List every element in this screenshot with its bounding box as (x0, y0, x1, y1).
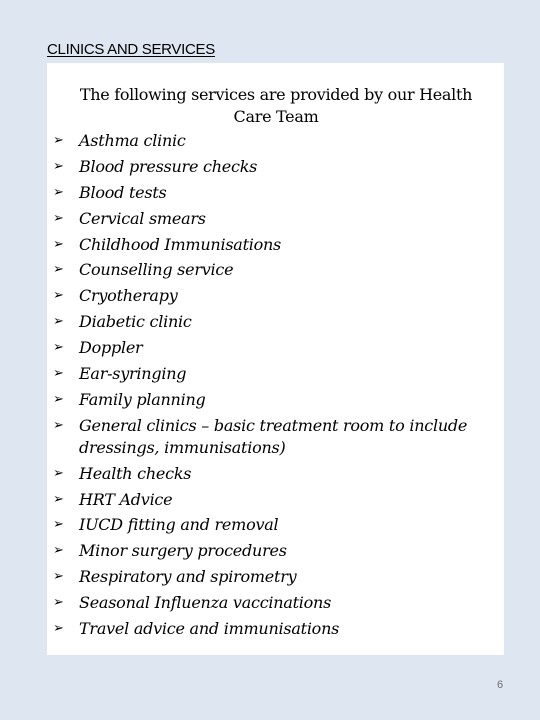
service-label: Cryotherapy (79, 286, 178, 306)
section-heading: CLINICS AND SERVICES (47, 41, 215, 58)
arrow-bullet-icon: ➢ (53, 391, 64, 407)
arrow-bullet-icon: ➢ (53, 184, 64, 200)
list-item (53, 540, 493, 562)
list-item (53, 363, 493, 385)
arrow-bullet-icon: ➢ (53, 210, 64, 226)
list-item (53, 208, 493, 230)
arrow-bullet-icon: ➢ (53, 236, 64, 252)
arrow-bullet-icon: ➢ (53, 314, 64, 330)
service-label: Childhood Immunisations (79, 234, 282, 254)
list-item (53, 592, 493, 614)
service-label: Family planning (79, 389, 206, 409)
arrow-bullet-icon: ➢ (53, 491, 64, 507)
services-list (53, 130, 493, 644)
list-item (53, 182, 493, 204)
service-label: Blood pressure checks (79, 156, 258, 176)
arrow-bullet-icon: ➢ (53, 262, 64, 278)
arrow-bullet-icon: ➢ (53, 543, 64, 559)
list-item (53, 514, 493, 536)
list-item (53, 566, 493, 588)
service-label: IUCD fitting and removal (79, 515, 279, 535)
service-label: Blood tests (79, 182, 167, 202)
list-item (53, 337, 493, 359)
arrow-bullet-icon: ➢ (53, 366, 64, 382)
arrow-bullet-icon: ➢ (53, 569, 64, 585)
page-number: 6 (497, 679, 504, 691)
list-item (53, 415, 493, 459)
list-item (53, 259, 493, 281)
service-label: Health checks (79, 463, 192, 483)
service-label: Seasonal Influenza vaccinations (79, 593, 332, 613)
list-item (53, 130, 493, 152)
arrow-bullet-icon: ➢ (53, 417, 64, 433)
arrow-bullet-icon: ➢ (53, 133, 64, 148)
service-label: HRT Advice (79, 489, 173, 509)
arrow-bullet-icon: ➢ (53, 595, 64, 611)
service-label: Doppler (79, 338, 143, 358)
service-label: Minor surgery procedures (79, 541, 287, 561)
arrow-bullet-icon: ➢ (53, 288, 64, 304)
arrow-bullet-icon: ➢ (53, 158, 64, 174)
list-item (53, 463, 493, 485)
service-label: General clinics – basic treatment room to include dressings, immunisations) (79, 415, 468, 457)
intro-text: The following services are provided by our Health Care Team (79, 85, 473, 126)
service-label: Asthma clinic (79, 131, 186, 150)
arrow-bullet-icon: ➢ (53, 340, 64, 356)
arrow-bullet-icon: ➢ (53, 517, 64, 533)
list-item (53, 389, 493, 411)
list-item (53, 311, 493, 333)
service-label: Diabetic clinic (79, 312, 192, 332)
service-label: Cervical smears (79, 208, 206, 228)
service-label: Travel advice and immunisations (79, 619, 340, 639)
service-label: Ear-syringing (79, 364, 187, 384)
service-label: Counselling service (79, 260, 234, 280)
service-label: Respiratory and spirometry (79, 567, 297, 587)
list-item (53, 234, 493, 256)
list-item (53, 156, 493, 178)
list-item (53, 618, 493, 640)
arrow-bullet-icon: ➢ (53, 621, 64, 637)
list-item (53, 489, 493, 511)
arrow-bullet-icon: ➢ (53, 465, 64, 481)
list-item (53, 285, 493, 307)
